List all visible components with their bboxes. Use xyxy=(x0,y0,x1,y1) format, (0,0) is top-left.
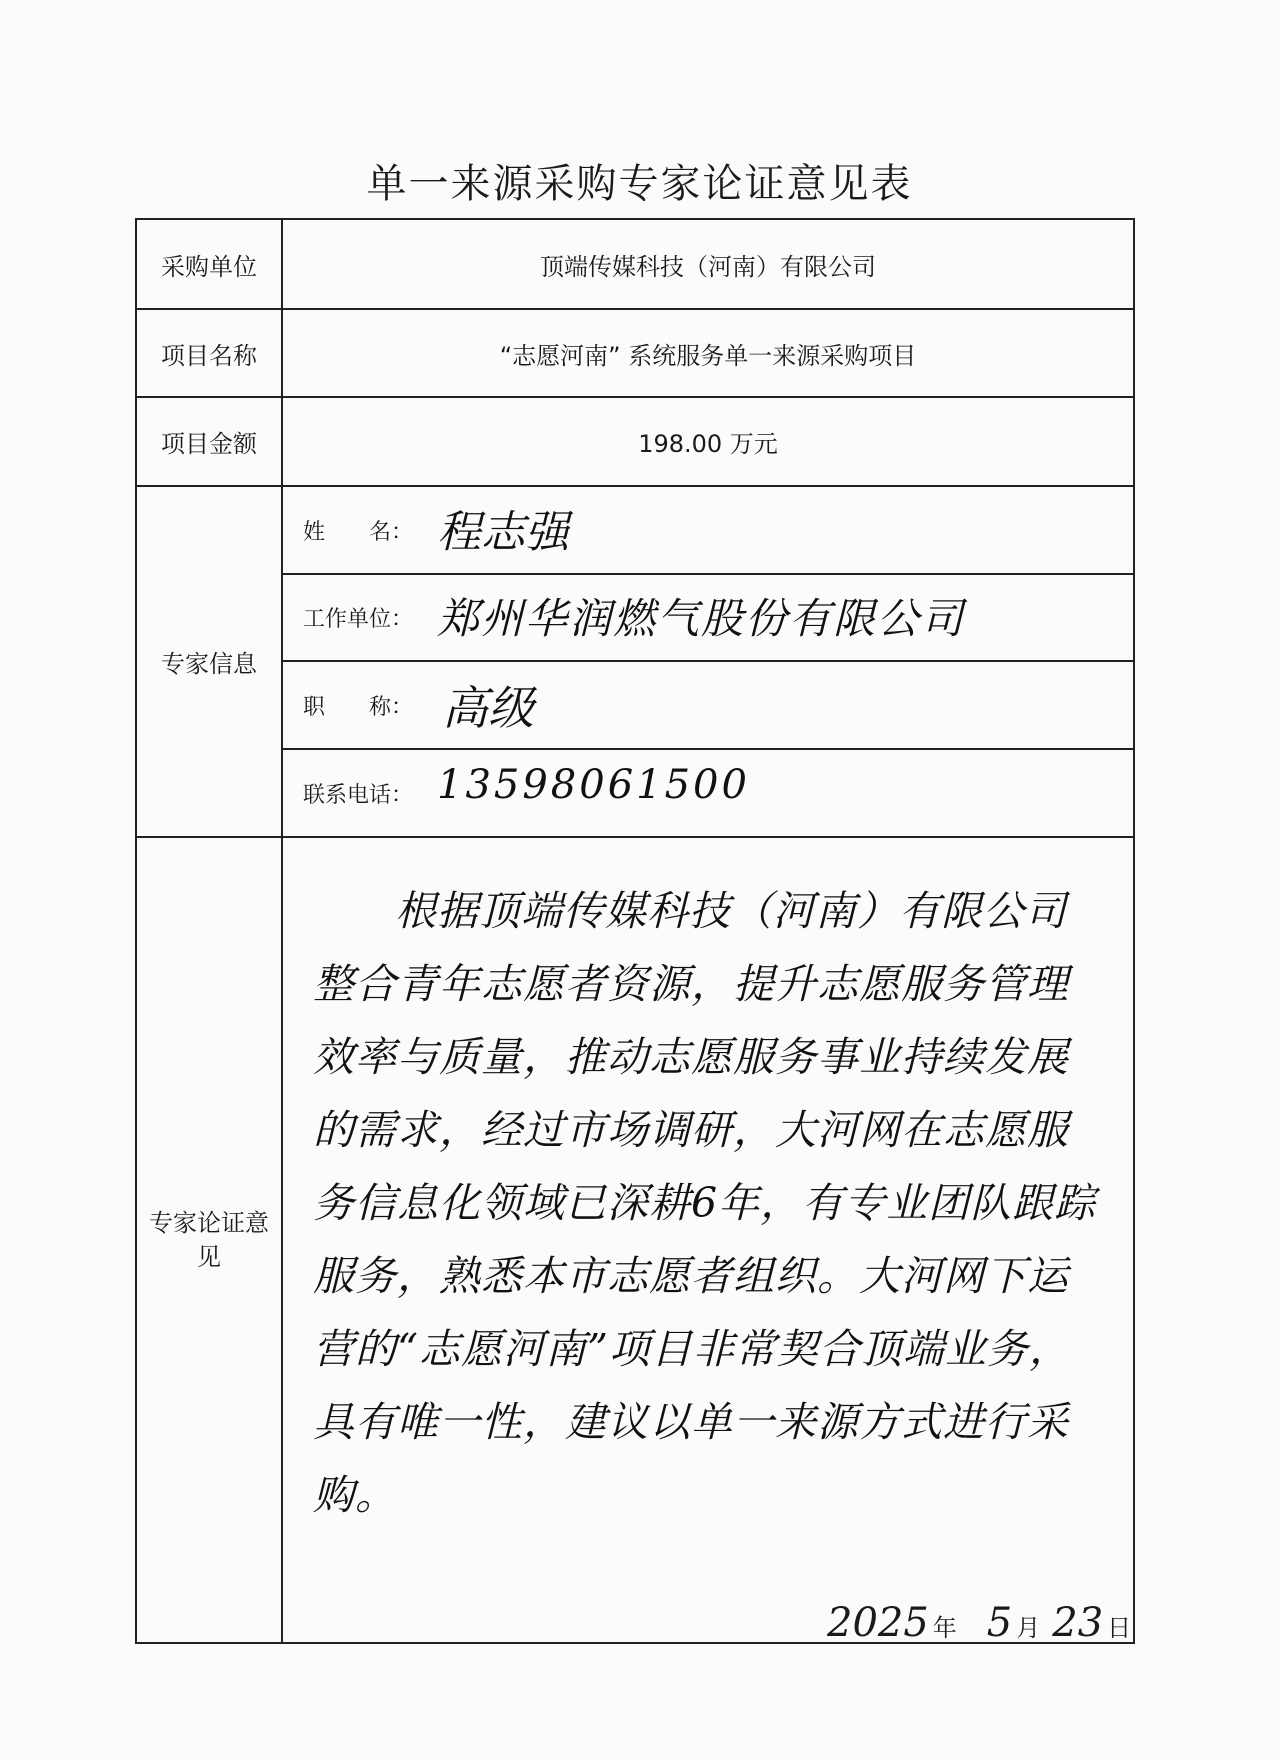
date-year: 2025 xyxy=(827,1600,929,1646)
expert-workplace-handwriting: 郑州华润燃气股份有限公司 xyxy=(437,594,966,643)
expert-workplace-label: 工作单位： xyxy=(303,607,414,632)
purchaser-value: 顶端传媒科技（河南）有限公司 xyxy=(540,252,876,281)
opinion-form xyxy=(135,218,1135,1644)
date-month: 5 xyxy=(986,1600,1013,1646)
date-day: 23 xyxy=(1052,1600,1104,1646)
amount-value: 198.00 万元 xyxy=(638,430,778,458)
date-month-unit: 月 xyxy=(1016,1614,1041,1642)
opinion-label: 专家论证意见 xyxy=(149,1209,269,1271)
expert-title-handwriting: 高级 xyxy=(442,681,534,735)
project-name-label: 项目名称 xyxy=(161,341,257,370)
project-name-value: “志愿河南” 系统服务单一来源采购项目 xyxy=(499,341,917,370)
expert-phone-label: 联系电话： xyxy=(303,782,414,808)
date-year-unit: 年 xyxy=(932,1614,957,1642)
row-divider xyxy=(137,485,1133,487)
amount-label: 项目金额 xyxy=(161,430,257,458)
expert-info-label: 专家信息 xyxy=(161,650,257,678)
date-day-unit: 日 xyxy=(1107,1614,1132,1642)
opinion-handwriting: 根据顶端传媒科技（河南）有限公司整合青年志愿者资源，提升志愿服务管理效率与质量，推动志愿服务事业持续发展的需求，经过市场调研，大河网在志愿服务信息化领域已深耕6年，有专业团队跟踪服务，熟悉本市志愿者组织。大河网下运营的“志愿河南”项目非常契合顶端业务，具有唯一性，建议以单一来源方式进行采购。 xyxy=(313,887,1097,1519)
form-title: 单一来源采购专家论证意见表 xyxy=(366,161,913,207)
expert-name-label: 姓 名： xyxy=(303,519,414,545)
expert-name-handwriting: 程志强 xyxy=(437,507,569,558)
expert-title-label: 职 称： xyxy=(303,694,414,720)
expert-phone-handwriting: 13598061500 xyxy=(437,762,750,808)
row-divider xyxy=(137,836,1133,838)
purchaser-label: 采购单位 xyxy=(161,252,257,281)
signing-date xyxy=(827,1600,1131,1646)
